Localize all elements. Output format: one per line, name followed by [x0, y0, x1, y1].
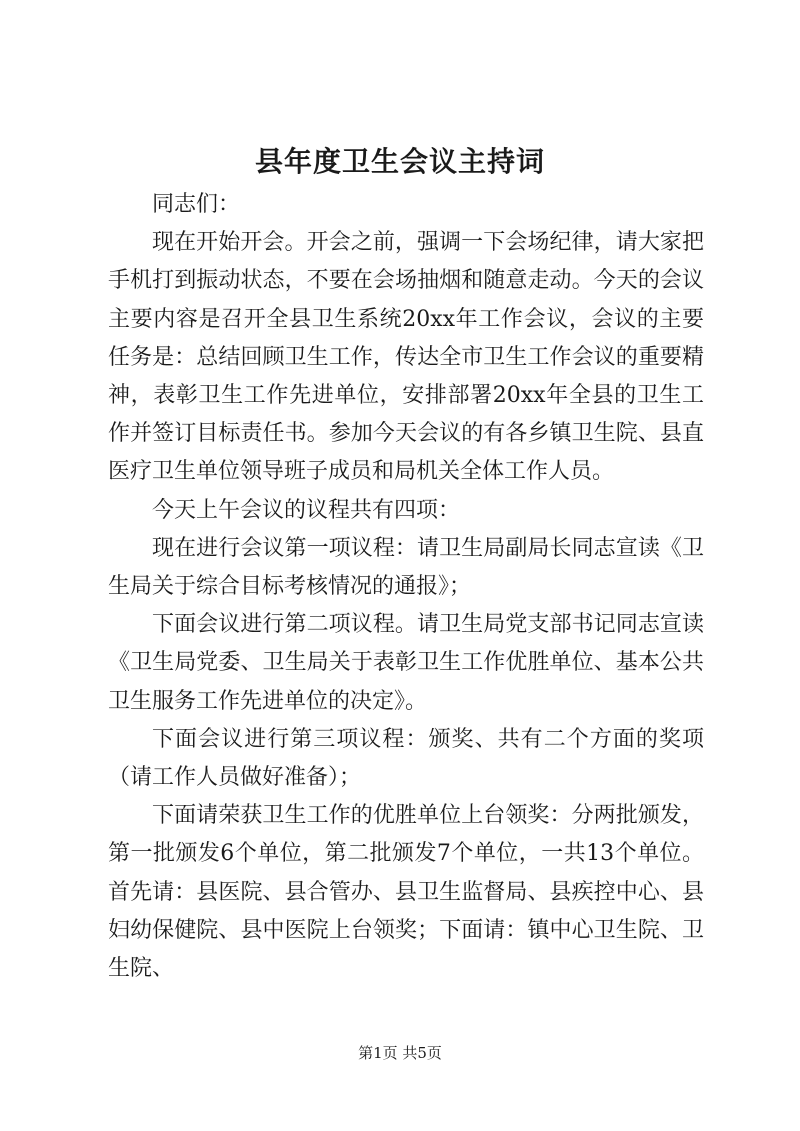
paragraph: 下面会议进行第二项议程。请卫生局党支部书记同志宣读《卫生局党委、卫生局关于表彰卫生工作优胜单位、基本公共卫生服务工作先进单位的决定》。	[108, 612, 704, 714]
paragraph: 今天上午会议的议程共有四项：	[152, 497, 461, 523]
paragraph: 下面会议进行第三项议程：颁奖、共有二个方面的奖项（请工作人员做好准备）；	[108, 726, 704, 791]
paragraph: 同志们：	[152, 192, 241, 217]
paragraph: 下面请荣获卫生工作的优胜单位上台领奖：分两批颁发，第一批颁发6个单位，第二批颁发7个单位，一共13个单位。首先请：县医院、县合管办、县卫生监督局、县疾控中心、县妇幼保健院、县中医院上台领奖；下面请：镇中心卫生院、卫生院、	[108, 803, 704, 982]
paragraph: 现在进行会议第一项议程：请卫生局副局长同志宣读《卫生局关于综合目标考核情况的通报》；	[108, 535, 704, 600]
paragraph: 现在开始开会。开会之前，强调一下会场纪律，请大家把手机打到振动状态，不要在会场抽烟和随意走动。今天的会议主要内容是召开全县卫生系统20xx年工作会议，会议的主要任务是：总结回顾卫生工作，传达全市卫生工作会议的重要精神，表彰卫生工作先进单位，安排部署20xx年全县的卫生工作并签订目标责任书。参加今天会议的有各乡镇卫生院、县直医疗卫生单位领导班子成员和局机关全体工作人员。	[108, 230, 704, 485]
document-body	[108, 186, 704, 988]
page-number-footer: 第1页 共5页	[358, 1044, 442, 1062]
document-title: 县年度卫生会议主持词	[254, 145, 545, 178]
